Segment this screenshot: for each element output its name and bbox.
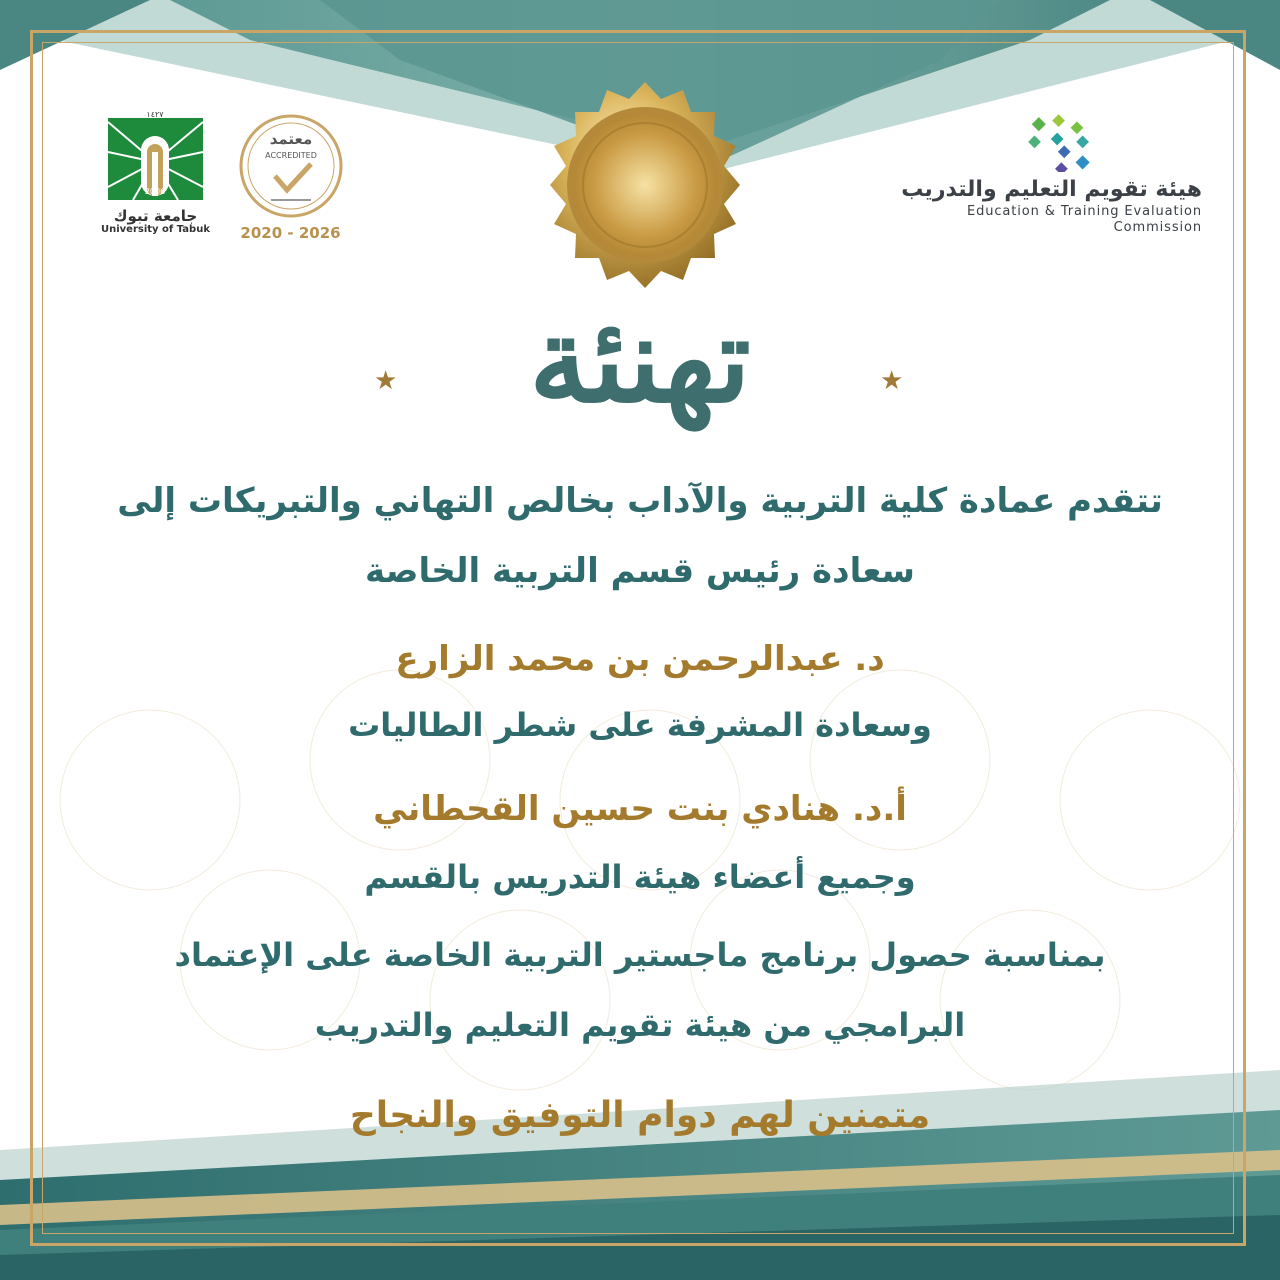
etec-name-en: Education & Training Evaluation Commission [966,204,1202,235]
accredited-label-en: ACCREDITED [264,151,317,160]
etec-name-ar: هيئة تقويم التعليم والتدريب [901,177,1202,202]
accredited-seal [228,110,353,250]
accreditation-seal-icon [231,110,351,218]
accredited-label-ar: معتمد [269,130,312,148]
message-line-8: البرامجي من هيئة تقويم التعليم والتدريب [314,1006,966,1044]
star-left-icon: ★ [374,366,398,396]
accreditation-years: 2020 - 2026 [240,224,341,242]
etec-emblem-icon [1005,112,1115,172]
message-line-2: سعادة رئيس قسم التربية الخاصة [365,551,915,591]
tabuk-emblem-icon [103,112,208,204]
tabuk-year-hijri: ١٤٢٧ [146,112,164,119]
message-line-9: متمنين لهم دوام التوفيق والنجاح [349,1095,931,1136]
tabuk-name-ar: جامعة تبوك [113,207,198,225]
tabuk-name-en: University of Tabuk [101,224,210,235]
congratulations-title: تهنئة [529,290,751,429]
gold-medal-icon [540,80,750,290]
message-line-4: وسعادة المشرفة على شطر الطاليات [348,706,932,744]
message-line-6: وجميع أعضاء هيئة التدريس بالقسم [364,858,916,896]
message-line-7: بمناسبة حصول برنامج ماجستير التربية الخاصة على الإعتماد [174,936,1106,974]
message-line-5: أ.د. هنادي بنت حسين القحطاني [373,789,907,829]
star-right-icon: ★ [880,366,904,396]
university-of-tabuk-logo [98,112,213,252]
etec-logo [880,112,1210,242]
message-line-1: تتقدم عمادة كلية التربية والآداب بخالص التهاني والتبريكات إلى [117,481,1163,521]
tabuk-year: 2006 [144,187,166,196]
message-line-3: د. عبدالرحمن بن محمد الزارع [395,639,885,679]
